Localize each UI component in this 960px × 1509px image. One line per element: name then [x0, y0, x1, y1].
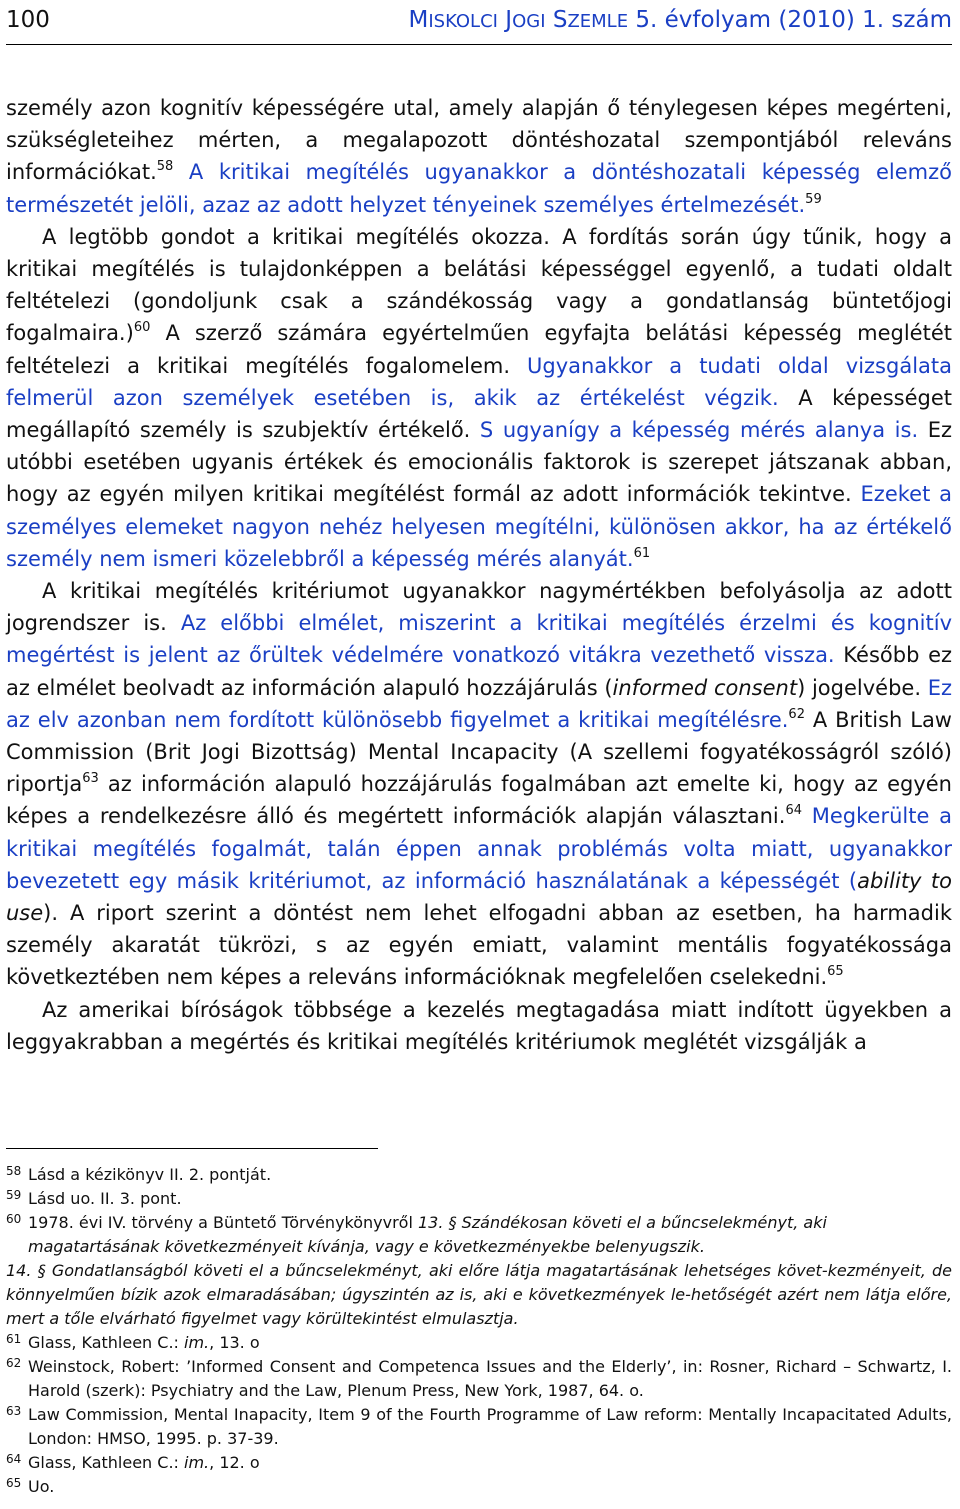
- text-run: A képességet megállapító személy is szubjektív értékelő.: [6, 385, 952, 443]
- footnote-text: Glass, Kathleen C.:: [28, 1333, 185, 1352]
- text-run: S ugyanígy a képesség mérés alanya is.: [470, 418, 919, 443]
- text-run: A British Law Commission (Brit Jogi Bizottság) Mental Incapacity (A szellemi fogyatékosságról szóló) riportja: [6, 707, 952, 797]
- text-run: Megkerülte a kritikai megítélés fogalmát, talán éppen annak problémás volta miatt, ugyanakkor bevezetett egy másik kritériumot, az információ használatának a képességét (: [6, 804, 952, 893]
- page-number: 100: [6, 7, 50, 33]
- text-run: Ez az elv azonban nem fordított különösebb figyelmet a kritikai megítélésre.: [6, 675, 952, 732]
- footnote-number: 65: [6, 1476, 22, 1490]
- text-run: az információn alapuló hozzájárulás fogalmában azt emelte ki, hogy az egyén képes a rendelkezésre álló és megértett információk alapján választani.: [6, 772, 952, 829]
- text-run: A legtöbb gondot a kritikai megítélés okozza.: [42, 224, 550, 249]
- text-run: ) jogelvébe.: [797, 675, 921, 700]
- text-run: Az amerikai bíróságok többsége a kezelés megtagadása miatt indított ügyekben a leggyakrabban a megértés és kritikai megítélés kritériumok meglétét vizsgálják a: [6, 997, 952, 1054]
- text-run: A szerző számára egyértelműen egyfajta belátási képesség meglétét feltételezi a kritikai megítélés fogalomelem.: [6, 321, 952, 378]
- footnote-italic: im.: [184, 1333, 210, 1352]
- footnote-59: [6, 1187, 952, 1211]
- footnote-ref[interactable]: 63: [82, 771, 99, 787]
- text-run: A riport szerint a döntést nem lehet elfogadni abban az esetben, ha harmadik személy akaratát tükrözi, s az egyén emiatt, valamint mentális fogyatékossága következtében nem képes a releváns információknak megfelelően cselekedni.: [6, 901, 952, 990]
- footnote-ref[interactable]: 61: [633, 545, 651, 561]
- footnote-text: Law Commission, Mental Inapacity, Item 9 of the Fourth Programme of Law reform: Mentally Incapacitated Adults, London: HMSO, 1995. p. 37-39.: [28, 1405, 952, 1448]
- journal-letter-1: M: [408, 7, 429, 33]
- paragraph-2: [6, 221, 952, 575]
- footnote-58: [6, 1163, 952, 1187]
- text-run: A fordítás során úgy tűnik, hogy a kritikai megítélés is tulajdonképpen a belátási képességgel egyenlő, a tudati oldalt feltételezi (gondoljunk csak a szándékosság vagy a gondatlanság büntetőjogi fogalmaira.): [6, 224, 952, 346]
- footnote-italic: im.: [184, 1453, 210, 1472]
- running-title: [408, 4, 952, 38]
- footnote-number: 59: [6, 1188, 22, 1202]
- footnote-ref[interactable]: 65: [827, 964, 844, 980]
- footnote-number: 64: [6, 1452, 22, 1466]
- journal-word-1: ISKOLCI: [428, 11, 498, 32]
- footnote-61: [6, 1331, 952, 1355]
- footnote-text: Lásd uo. II. 3. pont.: [28, 1189, 182, 1208]
- footnote-text: , 12. o: [209, 1453, 260, 1472]
- paragraph-1: [6, 92, 952, 221]
- footnote-ref[interactable]: 60: [133, 320, 151, 336]
- footnote-text: Lásd a kézikönyv II. 2. pontját.: [28, 1165, 272, 1184]
- body-text: [6, 92, 952, 1058]
- footnote-ref[interactable]: 64: [785, 803, 802, 819]
- footnote-60-cont2: 14. § Gondatlanságból követi el a bűncselekményt, aki előre látja magatartásának lehetséges követ-kezményeit, de könnyelműen bízik azok elmaradásában; úgyszintén az is, aki e következmények le-hetőségét azért nem látja előre, mert a tőle elvárható figyelmet vagy körültekintést elmulasztja.: [6, 1261, 952, 1328]
- footnote-number: 61: [6, 1332, 22, 1346]
- footnote-63: [6, 1403, 952, 1451]
- footnote-text: Glass, Kathleen C.:: [28, 1453, 185, 1472]
- paragraph-4: [6, 994, 952, 1058]
- text-run: Ezeket a személyes elemeket nagyon nehéz helyesen megítélni, különösen akkor, ha az értékelő személy nem ismeri közelebbről a képesség mérés alanyát.: [6, 482, 952, 571]
- footnote-text: 1978. évi IV. törvény a Büntető Törvénykönyvről: [28, 1213, 418, 1232]
- journal-letter-3: S: [552, 7, 568, 33]
- journal-word-3: ZEMLE: [567, 11, 629, 32]
- italic-term: ability to use: [6, 868, 952, 926]
- text-run: Később ez az elmélet beolvadt az információn alapuló hozzájárulás (: [6, 643, 953, 700]
- journal-letter-2: J: [505, 7, 513, 33]
- footnotes: [6, 1163, 952, 1499]
- footnote-ref[interactable]: 58: [156, 159, 174, 175]
- footnote-64: [6, 1451, 952, 1475]
- text-run: A kritikai megítélés ugyanakkor a döntéshozatali képesség elemző természetét jelöli, azaz az adott helyzet tényeinek személyes értelmezését.: [6, 160, 952, 217]
- footnote-ref[interactable]: 59: [805, 191, 822, 207]
- journal-word-2: OGI: [512, 11, 546, 32]
- footnote-number: 60: [6, 1212, 22, 1226]
- footnote-65: [6, 1475, 952, 1499]
- italic-term: informed consent: [612, 675, 798, 700]
- text-run: A kritikai megítélés kritériumot ugyanakkor nagymértékben befolyásolja az adott jogrendszer is.: [6, 579, 952, 636]
- issue-info: 5. évfolyam (2010) 1. szám: [635, 7, 952, 33]
- footnote-62: [6, 1355, 952, 1403]
- page-header: [6, 4, 952, 45]
- footnote-text: Uo.: [28, 1477, 55, 1496]
- text-run: személy azon kognitív képességére utal, amely alapján ő ténylegesen képes megérteni, szükségleteihez mérten, a megalapozott döntéshozatal szempontjából releváns információkat.: [6, 96, 952, 185]
- footnote-separator: [6, 1148, 378, 1149]
- footnote-number: 63: [6, 1404, 22, 1418]
- footnote-60: [6, 1211, 952, 1235]
- footnote-60-cont: magatartásának következményeit kívánja, vagy e következményekbe belenyugszik.: [28, 1237, 705, 1256]
- footnote-text: , 13. o: [209, 1333, 260, 1352]
- footnote-text: Weinstock, Robert: ’Informed Consent and Competenca Issues and the Elderly’, in: Rosner, Richard – Schwartz, I. Harold (szerk): Psychiatry and the Law, Plenum Press, New York, 1987, 64. o.: [28, 1357, 952, 1400]
- text-run: Az előbbi elmélet, miszerint a kritikai megítélés érzelmi és kognitív megértést is jelent az őrültek védelmére vonatkozó vitákra vezethető vissza.: [6, 611, 953, 668]
- footnote-ref[interactable]: 62: [788, 706, 805, 722]
- footnote-number: 58: [6, 1164, 22, 1178]
- text-run: Ugyanakkor a tudati oldal vizsgálata felmerül azon személyek esetében is, akik az értékelést végzik.: [6, 353, 953, 410]
- footnote-number: 62: [6, 1356, 22, 1370]
- paragraph-3: [6, 575, 952, 994]
- text-run: Ez utóbbi esetében ugyanis értékek és emocionális faktorok is szerepet játszanak abban, hogy az egyén milyen kritikai megítélést formál az adott információk tekintve.: [6, 418, 953, 507]
- text-run: ).: [43, 901, 59, 926]
- footnote-quote: 13. § Szándékosan követi el a bűncselekményt, aki: [418, 1213, 827, 1232]
